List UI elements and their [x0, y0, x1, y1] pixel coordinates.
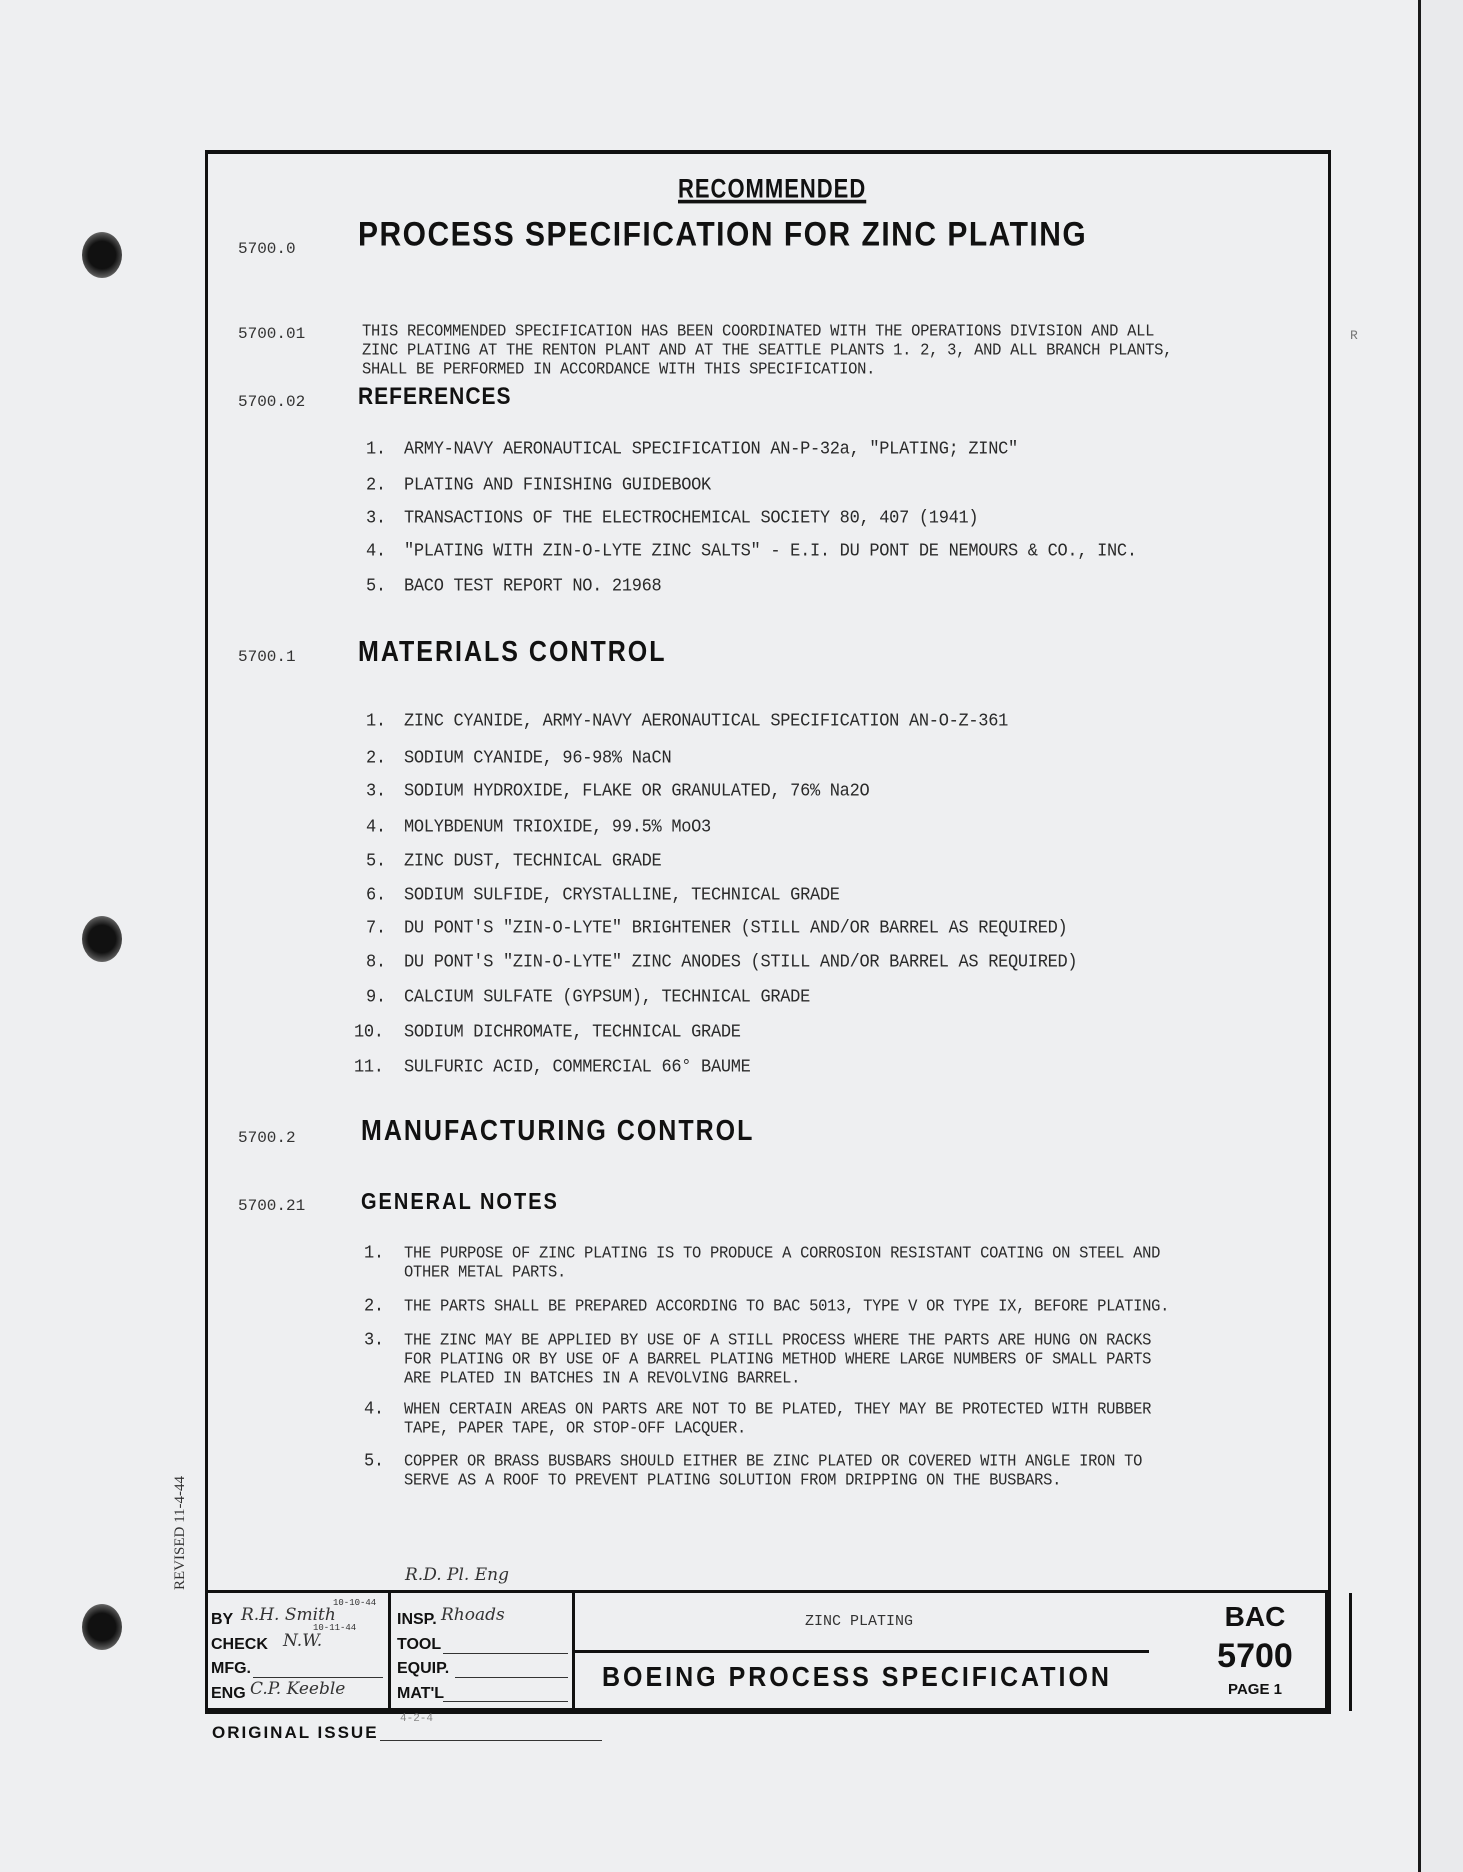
note-number: 5. [364, 1451, 384, 1472]
note-number: 4. [364, 1399, 384, 1420]
material-number: 6. [366, 885, 386, 906]
material-item: SODIUM HYDROXIDE, FLAKE OR GRANULATED, 76% Na2O [404, 781, 870, 802]
section-number: 5700.02 [238, 393, 306, 411]
revision-mark: R [1350, 328, 1358, 343]
title-block [205, 1565, 1328, 1711]
note-line: SERVE AS A ROOF TO PREVENT PLATING SOLUTION FROM DRIPPING ON THE BUSBARS. [404, 1470, 1062, 1490]
page-number: PAGE 1 [1228, 1681, 1282, 1698]
section-number: 5700.01 [238, 325, 306, 343]
material-number: 4. [366, 817, 386, 838]
eng-label: ENG [211, 1685, 246, 1702]
references-heading: REFERENCES [358, 383, 512, 410]
revised-date: REVISED 11-4-44 [172, 1475, 188, 1590]
material-item: SODIUM DICHROMATE, TECHNICAL GRADE [404, 1022, 741, 1043]
material-number: 2. [366, 748, 386, 769]
materials-heading: MATERIALS CONTROL [358, 635, 667, 669]
insp-label: INSP. [397, 1611, 437, 1628]
company-spec-title: BOEING PROCESS SPECIFICATION [602, 1661, 1112, 1693]
material-item: ZINC DUST, TECHNICAL GRADE [404, 851, 662, 872]
check-date: 10-11-44 [313, 1623, 357, 1633]
note-line: FOR PLATING OR BY USE OF A BARREL PLATING METHOD WHERE LARGE NUMBERS OF SMALL PARTS [404, 1349, 1152, 1369]
page-title: PROCESS SPECIFICATION FOR ZINC PLATING [358, 215, 1088, 254]
by-label: BY [211, 1611, 234, 1628]
matl-label: MAT'L [397, 1685, 445, 1702]
note-line: OTHER METAL PARTS. [404, 1262, 567, 1282]
binder-hole [82, 916, 122, 962]
general-notes-heading: GENERAL NOTES [361, 1189, 559, 1215]
mfg-label: MFG. [211, 1660, 251, 1677]
reference-number: 4. [366, 541, 386, 562]
reference-number: 1. [366, 439, 386, 460]
note-number: 2. [364, 1296, 384, 1317]
material-item: DU PONT'S "ZIN-O-LYTE" BRIGHTENER (STILL AND/OR BARREL AS REQUIRED) [404, 918, 1068, 939]
note-line: WHEN CERTAIN AREAS ON PARTS ARE NOT TO BE PLATED, THEY MAY BE PROTECTED WITH RUBBER [404, 1399, 1152, 1419]
note-line: ARE PLATED IN BATCHES IN A REVOLVING BARREL. [404, 1368, 801, 1388]
material-item: SODIUM SULFIDE, CRYSTALLINE, TECHNICAL GRADE [404, 885, 840, 906]
note-line: COPPER OR BRASS BUSBARS SHOULD EITHER BE ZINC PLATED OR COVERED WITH ANGLE IRON TO [404, 1451, 1143, 1471]
material-item: SODIUM CYANIDE, 96-98% NaCN [404, 748, 672, 769]
note-line: TAPE, PAPER TAPE, OR STOP-OFF LACQUER. [404, 1418, 747, 1438]
equip-label: EQUIP. [397, 1660, 450, 1677]
material-number: 5. [366, 851, 386, 872]
material-number: 10. [354, 1022, 384, 1043]
subject: ZINC PLATING [805, 1613, 914, 1630]
section-number: 5700.1 [238, 648, 296, 666]
material-number: 3. [366, 781, 386, 802]
note-line: THE ZINC MAY BE APPLIED BY USE OF A STILL PROCESS WHERE THE PARTS ARE HUNG ON RACKS [404, 1330, 1152, 1350]
reference-item: PLATING AND FINISHING GUIDEBOOK [404, 475, 711, 496]
check-label: CHECK [211, 1636, 268, 1653]
material-number: 7. [366, 918, 386, 939]
manufacturing-heading: MANUFACTURING CONTROL [361, 1114, 755, 1148]
reference-item: "PLATING WITH ZIN-O-LYTE ZINC SALTS" - E.I. DU PONT DE NEMOURS & CO., INC. [404, 541, 1137, 562]
reference-item: BACO TEST REPORT NO. 21968 [404, 576, 662, 597]
approval-signature: R.D. Pl. Eng [405, 1565, 509, 1585]
tool-label: TOOL [397, 1636, 442, 1653]
intro-line: THIS RECOMMENDED SPECIFICATION HAS BEEN COORDINATED WITH THE OPERATIONS DIVISION AND ALL [362, 321, 1155, 341]
section-number: 5700.2 [238, 1129, 296, 1147]
by-signature: R.H. Smith [241, 1605, 336, 1625]
material-item: SULFURIC ACID, COMMERCIAL 66° BAUME [404, 1057, 751, 1078]
material-item: ZINC CYANIDE, ARMY-NAVY AERONAUTICAL SPECIFICATION AN-O-Z-361 [404, 711, 1009, 732]
note-number: 1. [364, 1243, 384, 1264]
by-date: 10-10-44 [333, 1598, 377, 1608]
recommended-label: RECOMMENDED [678, 173, 867, 204]
material-item: DU PONT'S "ZIN-O-LYTE" ZINC ANODES (STILL AND/OR BARREL AS REQUIRED) [404, 952, 1078, 973]
original-issue-date: 4-2-4 [400, 1713, 434, 1725]
note-line: THE PARTS SHALL BE PREPARED ACCORDING TO BAC 5013, TYPE V OR TYPE IX, BEFORE PLATING. [404, 1296, 1170, 1316]
original-issue-label: ORIGINAL ISSUE [212, 1723, 379, 1742]
reference-item: ARMY-NAVY AERONAUTICAL SPECIFICATION AN-P-32a, "PLATING; ZINC" [404, 439, 1018, 460]
reference-number: 5. [366, 576, 386, 597]
material-item: CALCIUM SULFATE (GYPSUM), TECHNICAL GRADE [404, 987, 810, 1008]
binder-hole [82, 1604, 122, 1650]
material-item: MOLYBDENUM TRIOXIDE, 99.5% MoO3 [404, 817, 711, 838]
reference-number: 2. [366, 475, 386, 496]
material-number: 1. [366, 711, 386, 732]
bac-label: BAC [1224, 1601, 1286, 1632]
check-signature: N.W. [283, 1631, 323, 1651]
material-number: 9. [366, 987, 386, 1008]
intro-line: SHALL BE PERFORMED IN ACCORDANCE WITH THIS SPECIFICATION. [362, 359, 876, 379]
intro-line: ZINC PLATING AT THE RENTON PLANT AND AT THE SEATTLE PLANTS 1. 2, 3, AND ALL BRANCH PLANTS, [362, 340, 1173, 360]
reference-item: TRANSACTIONS OF THE ELECTROCHEMICAL SOCIETY 80, 407 (1941) [404, 508, 979, 529]
eng-signature: C.P. Keeble [250, 1679, 346, 1699]
section-number: 5700.21 [238, 1197, 306, 1215]
binder-hole [82, 232, 122, 278]
note-number: 3. [364, 1330, 384, 1351]
reference-number: 3. [366, 508, 386, 529]
spec-number: 5700 [1217, 1637, 1293, 1675]
material-number: 8. [366, 952, 386, 973]
material-number: 11. [354, 1057, 384, 1078]
note-line: THE PURPOSE OF ZINC PLATING IS TO PRODUCE A CORROSION RESISTANT COATING ON STEEL AND [404, 1243, 1161, 1263]
section-number: 5700.0 [238, 240, 296, 258]
insp-signature: Rhoads [441, 1605, 505, 1625]
